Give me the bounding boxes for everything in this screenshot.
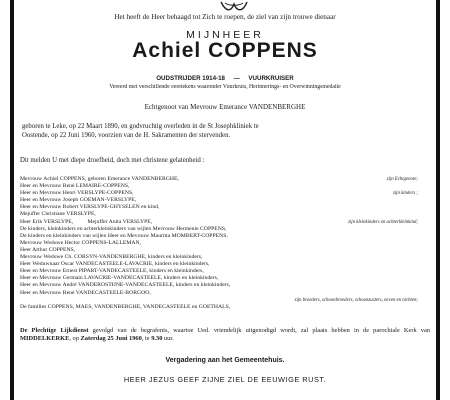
monogram-ornament [217,0,251,12]
meeting-text: Vergadering aan het Gemeentehuis. [165,357,285,364]
family-row: Heer Weduwnaar Oscar VANDECASTEELE-LAVACRIE, kinders en kleinkinders, [20,261,210,268]
family-row: Mevrouw Weduwe Hector COPPENS-LALLEMAN, [20,239,142,246]
intro-text: Het heeft de Heer behaagd tot Zich te roepen, de ziel van zijn trouwe dienaar [114,13,336,21]
family-row: De kinders en kleinkinders van wijlen Heer en Mevrouw Mauritta MOMBERT-COPPENS, [20,232,228,239]
funeral-date: Zaterdag 25 Juni 1960 [80,335,142,342]
family-row: Mejuffer Christiane VERSLYPE, [20,211,96,218]
family-row: Heer en Mevrouw Ernest PIPART-VANDECASTEELE, kinders en kleinkinders, [20,268,204,275]
spouse-text: Echtgenoot van Mevrouw Emerance VANDENBERGHE [144,103,306,111]
family-row: Heer en Mevrouw Henri VERSLYPE-COPPENS, zijn kinders ; [20,190,418,197]
funeral-notice: De Plechtige Lijkdienst gevolgd van de begrafenis, waartoe Ued. vriendelijk uitgenodigd wordt, zal plaats hebben in de parochiale Kerk van MIDDELKERKE, op Zaterdag 25 Juni 1960, te 9.30 uur. [20,327,430,342]
veteran-title: OUDSTRIJDER 1914-18 [156,75,225,82]
family-row: Heer en Mevrouw André VANDEROSTIJNE-VANDECASTEELE, kinders en kleinkinders, [20,282,231,289]
veteran-dash: — [233,75,240,82]
family-row: zijn broeders, schoonbroeders, schoonzusters, neven en nichten; [294,297,418,303]
title-mijnheer: MIJNHEER [186,29,264,41]
deceased-name: Achiel COPPENS [132,39,318,62]
prayer-text: HEER JEZUS GEEF ZIJNE ZIEL DE EEUWIGE RUST. [123,375,327,384]
birth-death-text [20,122,430,140]
announce-text: Dit melden U met diepe droefheid, doch met christene gelatenheid : [20,157,205,164]
family-row: Heer en Mevrouw René LEMAIRE-COPPENS, [20,183,130,190]
funeral-lead: De Plechtige Lijkdienst [20,327,89,334]
family-row: Heer en Mevrouw Robert VERSLYPE-GHYSELEN en kind, [20,204,160,211]
family-row: Heer Erik VERSLYPE, Mejuffer Anita VERSLYPE, zijn kleinkinders en achterkleinkind; [20,218,418,225]
birth-line: geboren te Leke, op 22 Maart 1890, en godvruchtig overleden in de St Josephkliniek te [22,123,259,130]
family-row: Mevrouw Achiel COPPENS, geboren Emerance VANDENBERGHE, zijn Echtgenote; [20,176,418,182]
veteran-line [20,75,430,83]
death-line: Oostende, op 22 Juni 1960, voorzien van de H. Sakramenten der stervenden. [22,132,231,139]
family-row: Heer en Mevrouw Germain LAVACRIE-VANDECASTEELE, kinders en kleinkinders, [20,275,219,282]
veteran-cross: VUURKRUISER [248,75,294,82]
obituary-card [20,0,430,400]
family-row: Heer en Mevrouw René VANDECASTEELE-BORGOO, [20,289,151,296]
family-list [20,176,430,311]
family-row: De families COPPENS, MAES, VANDENBERGHE, VANDECASTEELE en GOETHALS, [20,303,231,310]
family-row: Heer Arthur COPPENS, [20,246,76,253]
decorations-text: Vereerd met verschillende eeretekens waaronder Vuurkruis, Herinnerings- en Overwinningsmedalie [109,84,341,90]
family-row: Mevrouw Weduwe Ch. CORSYN-VANDENBERGHE, kinders en kleinkinders, [20,254,203,261]
family-row: Heer en Mevrouw Joseph GOEMAN-VERSLYPE, [20,197,137,204]
family-row: De kinders, kleinkinders en achterkleinkinders van wijlen Mevrouw Hermenie COPPENS, [20,225,227,232]
funeral-time: 9.30 [151,335,163,342]
funeral-place: MIDDELKERKE [20,335,70,342]
